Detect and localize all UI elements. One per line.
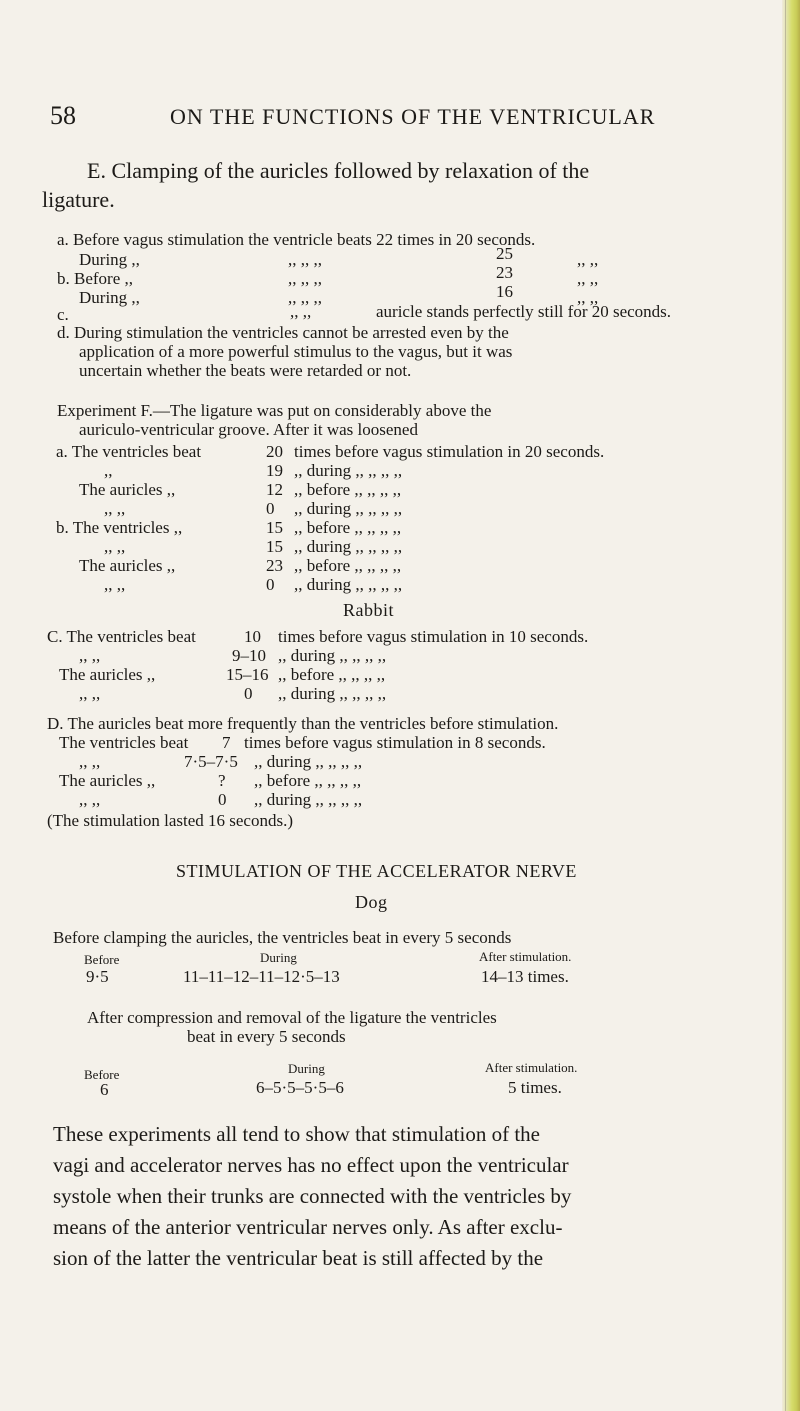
column-header-during: During	[260, 950, 297, 965]
table-row-label: The auricles ,,	[79, 556, 176, 575]
e-b-line-num: 23	[496, 263, 513, 282]
e-d-line2: application of a more powerful stimulus to the vagus, but it was	[79, 342, 513, 361]
table-row-num: 15	[266, 537, 283, 556]
table-row-num: 20	[266, 442, 283, 461]
e-c-line-ditto: ,, ,, ,,	[288, 288, 322, 307]
e-c-sub-ditto: ,, ,,	[290, 302, 312, 321]
column-header-before: Before	[84, 952, 120, 967]
table-row-rest: ,, during ,, ,, ,, ,,	[278, 646, 387, 665]
e-c-letter: c.	[57, 305, 69, 324]
paragraph-line: means of the anterior ventricular nerves only. As after exclu-	[53, 1215, 563, 1239]
table-row-num: 7	[222, 733, 231, 752]
paragraph-line: sion of the latter the ventricular beat is still affected by the	[53, 1246, 544, 1270]
table-row-rest: times before vagus stimulation in 8 seconds.	[244, 733, 546, 752]
table-row-rest: ,, during ,, ,, ,, ,,	[294, 461, 403, 480]
table-row-label: ,, ,,	[104, 575, 126, 594]
table-row-rest: ,, before ,, ,, ,, ,,	[294, 518, 402, 537]
e-d-line3: uncertain whether the beats were retarded or not.	[79, 361, 412, 380]
table-row-num: 15	[266, 518, 283, 537]
table-row-label: The auricles ,,	[79, 480, 176, 499]
table-row-rest: ,, before ,, ,, ,, ,,	[278, 665, 386, 684]
table-row-num: 0	[218, 790, 227, 809]
table-row-rest: ,, before ,, ,, ,, ,,	[294, 556, 402, 575]
table-row-rest: ,, during ,, ,, ,, ,,	[294, 499, 403, 518]
table-row-label: b. The ventricles ,,	[56, 518, 183, 537]
table-row-rest: ,, before ,, ,, ,, ,,	[294, 480, 402, 499]
table-row-label: ,, ,,	[79, 684, 101, 703]
table-row-rest: times before vagus stimulation in 20 seconds.	[294, 442, 605, 461]
e-c-line-num: 16	[496, 282, 513, 301]
table-row-num: 19	[266, 461, 283, 480]
paragraph-line: systole when their trunks are connected with the ventricles by	[53, 1184, 572, 1208]
e-b-line-ditto: ,, ,, ,,	[288, 269, 322, 288]
accelerator-p1: Before clamping the auricles, the ventricles beat in every 5 seconds	[53, 928, 512, 947]
value-before: 6	[100, 1080, 109, 1099]
paragraph-line: These experiments all tend to show that stimulation of the	[53, 1122, 540, 1146]
table-row-num: 0	[266, 575, 275, 594]
rabbit-d-line1: D. The auricles beat more frequently than the ventricles before stimulation.	[47, 714, 559, 733]
table-row-num: 12	[266, 480, 283, 499]
table-row-label: ,, ,,	[79, 646, 101, 665]
table-row-label: ,, ,,	[104, 499, 126, 518]
table-row-num: 0	[244, 684, 253, 703]
table-row-label: The auricles ,,	[59, 665, 156, 684]
e-a-during-num: 25	[496, 244, 513, 263]
column-header-after: After stimulation.	[479, 949, 572, 964]
table-row-rest: ,, during ,, ,, ,, ,,	[294, 537, 403, 556]
e-a-during-ditto: ,, ,, ,,	[288, 250, 322, 269]
table-row-label: ,,	[104, 461, 113, 480]
table-row-rest: ,, during ,, ,, ,, ,,	[254, 790, 363, 809]
section-e-title-cont: ligature.	[42, 187, 115, 212]
e-d-line1: d. During stimulation the ventricles cannot be arrested even by the	[57, 323, 509, 342]
e-c-line-label: During ,,	[79, 288, 140, 307]
rabbit-heading: Rabbit	[343, 600, 394, 620]
running-head: ON THE FUNCTIONS OF THE VENTRICULAR	[170, 104, 656, 129]
value-after: 5 times.	[508, 1078, 562, 1097]
value-during: 6–5·5–5·5–6	[256, 1078, 344, 1097]
table-row-label: ,, ,,	[104, 537, 126, 556]
table-row-num: 10	[244, 627, 261, 646]
value-during: 11–11–12–11–12·5–13	[183, 967, 340, 986]
value-after: 14–13 times.	[481, 967, 569, 986]
e-c-sub-text: auricle stands perfectly still for 20 seconds.	[376, 302, 672, 321]
experiment-f-line1: Experiment F.—The ligature was put on considerably above the	[57, 401, 492, 420]
page-edge-line	[785, 0, 786, 1411]
accelerator-subheading: Dog	[355, 892, 388, 912]
table-row-label: The ventricles beat	[59, 733, 189, 752]
table-row-label: ,, ,,	[79, 752, 101, 771]
rabbit-d-note: (The stimulation lasted 16 seconds.)	[47, 811, 293, 830]
e-a-during-label: During ,,	[79, 250, 140, 269]
e-a-line: a. Before vagus stimulation the ventricle beats 22 times in 20 seconds.	[57, 230, 536, 249]
accelerator-p2-line1: After compression and removal of the ligature the ventricles	[87, 1008, 497, 1027]
paragraph-line: vagi and accelerator nerves has no effect upon the ventricular	[53, 1153, 569, 1177]
table-row-num: 7·5–7·5	[184, 752, 238, 771]
accelerator-heading: STIMULATION OF THE ACCELERATOR NERVE	[176, 861, 577, 881]
e-b-line-tail: ,, ,,	[577, 269, 599, 288]
table-row-num: 23	[266, 556, 283, 575]
page-number: 58	[50, 101, 76, 130]
table-row-label: ,, ,,	[79, 790, 101, 809]
table-row-rest: ,, before ,, ,, ,, ,,	[254, 771, 362, 790]
accelerator-p2-line2: beat in every 5 seconds	[187, 1027, 346, 1046]
table-row-num: 0	[266, 499, 275, 518]
table-row-num: ?	[218, 771, 226, 790]
experiment-f-line2: auriculo-ventricular groove. After it was loosened	[79, 420, 418, 439]
e-c-line-tail: ,, ,,	[577, 288, 599, 307]
table-row-rest: ,, during ,, ,, ,, ,,	[294, 575, 403, 594]
e-a-during-tail: ,, ,,	[577, 250, 599, 269]
table-row-label: a. The ventricles beat	[56, 442, 202, 461]
table-row-label: The auricles ,,	[59, 771, 156, 790]
table-row-rest: ,, during ,, ,, ,, ,,	[254, 752, 363, 771]
column-header-after: After stimulation.	[485, 1060, 578, 1075]
table-row-rest: ,, during ,, ,, ,, ,,	[278, 684, 387, 703]
table-row-num: 15–16	[226, 665, 269, 684]
table-row-rest: times before vagus stimulation in 10 seconds.	[278, 627, 589, 646]
table-row-label: C. The ventricles beat	[47, 627, 196, 646]
section-e-title: E. Clamping of the auricles followed by relaxation of the	[87, 158, 590, 183]
e-b-line-label: b. Before ,,	[57, 269, 134, 288]
column-header-during: During	[288, 1061, 325, 1076]
column-header-before: Before	[84, 1067, 120, 1082]
table-row-num: 9–10	[232, 646, 266, 665]
value-before: 9·5	[86, 967, 109, 986]
